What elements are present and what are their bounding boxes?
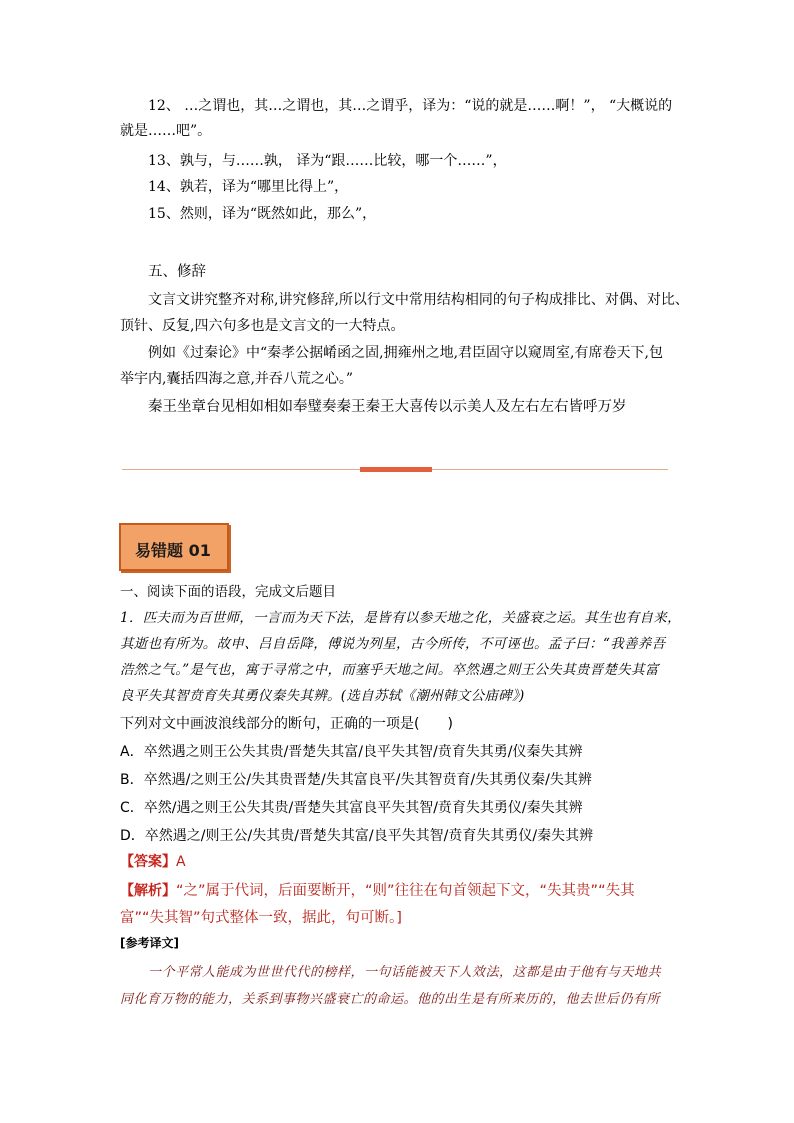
question-prompt: 下列对文中画波浪线部分的断句，正确的一项是( ) <box>120 716 453 732</box>
reference-line1: 一个平常人能成为世世代代的榜样，一句话能被天下人效法，这都是由于他有与天地共 <box>148 965 662 980</box>
reference-label: [参考译文] <box>120 936 179 950</box>
analysis-line1-row <box>120 879 635 900</box>
section-para1-line2: 顶针、反复,四六句多也是文言文的一大特点。 <box>120 318 405 334</box>
answer-row <box>120 851 186 871</box>
note-12-line2: 就是……吧”。 <box>120 123 212 139</box>
passage-line3: 浩然之气。”是气也，寓于寻常之中，而塞乎天地之间。卒然遇之则王公失其贵晋楚失其富 <box>120 662 659 678</box>
divider-accent <box>360 467 432 472</box>
answer-label: 【答案】 <box>120 854 176 870</box>
section-para1-line1: 文言文讲究整齐对称,讲究修辞,所以行文中常用结构相同的句子构成排比、对偶、对比、 <box>148 292 689 308</box>
badge-label: 易错题 01 <box>135 541 211 560</box>
option-d[interactable]: D．卒然遇之/则王公/失其贵/晋楚失其富/良平失其智/贲育失其勇仪/秦失其辨 <box>120 828 594 844</box>
answer-value: A <box>176 854 186 870</box>
section-heading: 五、修辞 <box>148 264 206 280</box>
option-c[interactable]: C．卒然/遇之则王公失其贵/晋楚失其富良平失其智/贲育失其勇仪/秦失其辨 <box>120 800 583 816</box>
passage-line2: 其逝也有所为。故申、吕自岳降，傅说为列星，古今所传，不可诬也。孟子曰：“我善养吾 <box>120 636 666 652</box>
question-instruction: 一、阅读下面的语段，完成文后题目 <box>120 584 336 600</box>
note-13: 13、孰与，与……孰， 译为“跟……比较，哪一个……”， <box>148 153 507 169</box>
reference-line2: 同化育万物的能力，关系到事物兴盛衰亡的命运。他的出生是有所来历的，他去世后仍有所 <box>120 992 661 1007</box>
section-para2-line2: 举宇内,囊括四海之意,并吞八荒之心。” <box>120 371 354 387</box>
section-para3: 秦王坐章台见相如相如奉璧奏秦王秦王大喜传以示美人及左右左右皆呼万岁 <box>148 399 627 415</box>
analysis-line2: 富”“失其智”句式整体一致，据此，句可断。] <box>120 910 402 926</box>
analysis-line1: “之”属于代词，后面要断开，“则”往往在句首领起下文，“失其贵”“失其 <box>176 883 635 899</box>
note-14: 14、孰若，译为“哪里比得上”， <box>148 179 349 195</box>
analysis-label: 【解析】 <box>120 883 176 899</box>
section-para2-line1: 例如《过秦论》中“秦孝公据崤函之固,拥雍州之地,君臣固守以窥周室,有席卷天下,包 <box>148 345 663 361</box>
error-question-badge <box>119 523 229 571</box>
passage-line1: 1．匹夫而为百世师，一言而为天下法，是皆有以参天地之化，关盛衰之运。其生也有自来， <box>120 610 681 626</box>
option-b[interactable]: B．卒然遇/之则王公/失其贵晋楚/失其富良平/失其智贲育/失其勇仪秦/失其辨 <box>120 772 592 788</box>
note-12-line1: 12、 …之谓也，其…之谓也，其…之谓乎，译为：“说的就是……啊！”， “大概说的 <box>148 98 673 114</box>
option-a[interactable]: A．卒然遇之则王公失其贵/晋楚失其富/良平失其智/贲育失其勇/仪秦失其辨 <box>120 744 583 760</box>
note-15: 15、然则，译为“既然如此，那么”， <box>148 206 377 222</box>
passage-line4: 良平失其智贲育失其勇仪秦失其辨。(选自苏轼《潮州韩文公庙碑》) <box>120 688 525 704</box>
